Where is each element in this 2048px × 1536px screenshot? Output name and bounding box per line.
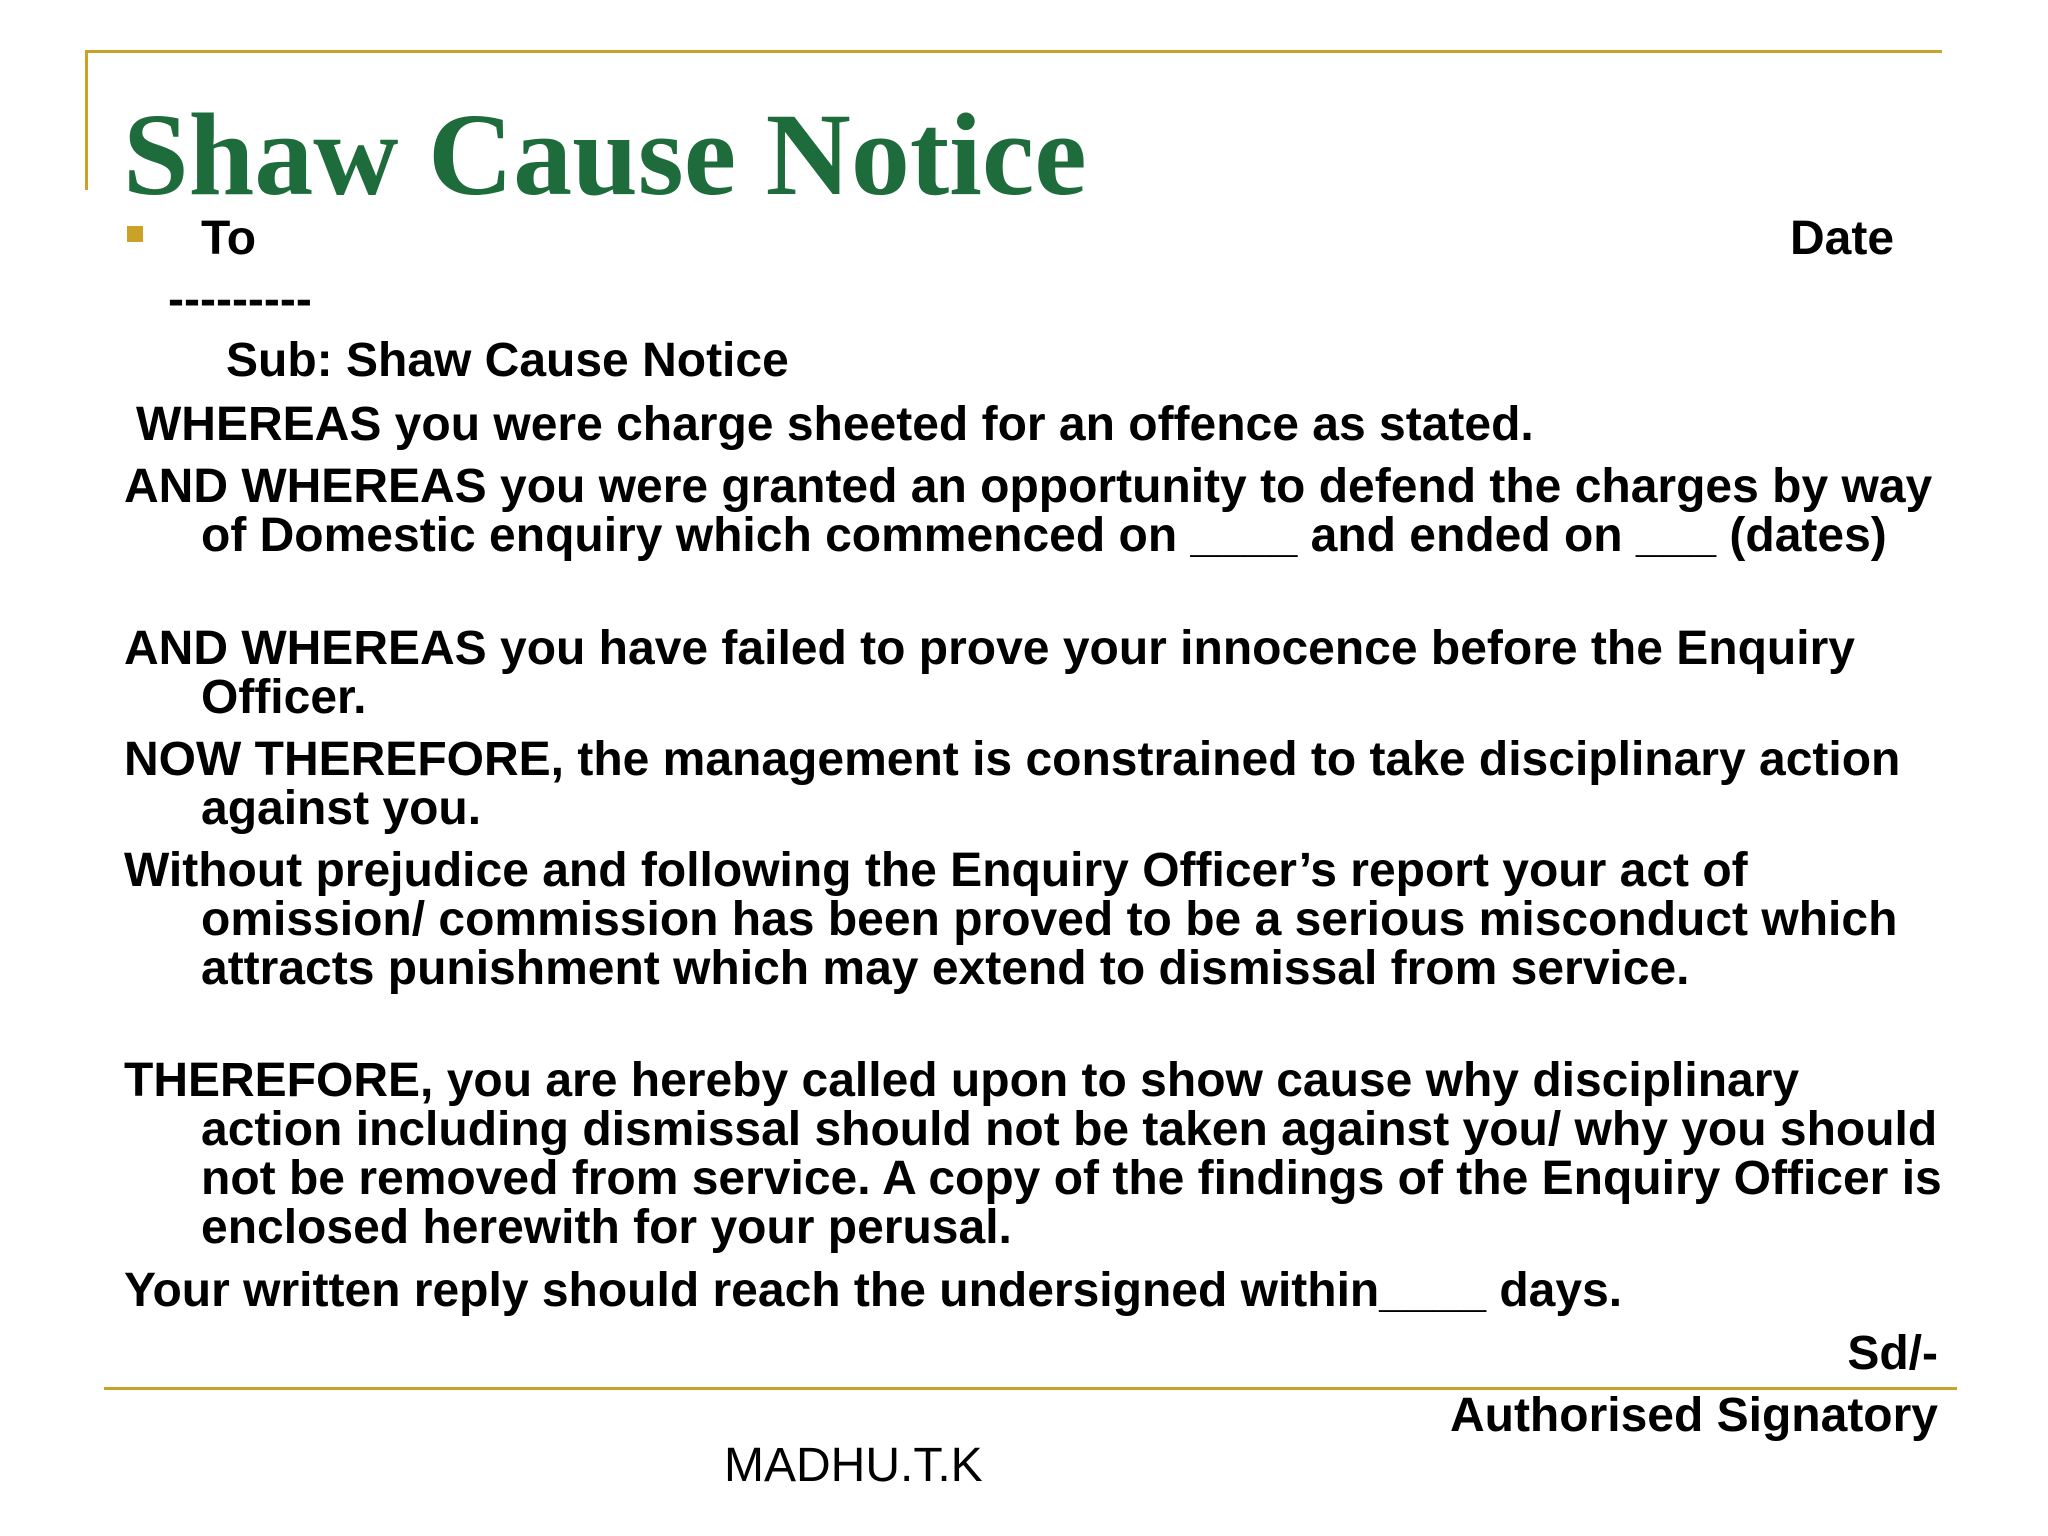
paragraph-therefore: THEREFORE, you are hereby called upon to show cause why disciplinary action including dismissal should not be taken against you/ why you should not be removed from service. A copy of the findings of the Enquiry Officer is enclosed herewith for your perusal. (124, 1054, 1942, 1254)
paragraph-and-whereas-innocence: AND WHEREAS you have failed to prove your innocence before the Enquiry Officer. (124, 622, 1855, 724)
bullet-icon (127, 226, 143, 242)
paragraph-reply-deadline: Your written reply should reach the undersigned within____ days. (124, 1264, 1623, 1317)
paragraph-now-therefore: NOW THEREFORE, the management is constrained to take disciplinary action against you. (124, 733, 1901, 835)
subject-line: Sub: Shaw Cause Notice (226, 334, 789, 387)
footer-author: MADHU.T.K (724, 1439, 983, 1492)
to-label: To (201, 212, 257, 265)
signature-sd: Sd/- (1847, 1327, 1938, 1380)
page-title: Shaw Cause Notice (123, 89, 1087, 220)
frame-top-rule (85, 50, 1942, 53)
date-label: Date (1790, 212, 1895, 265)
paragraph-without-prejudice: Without prejudice and following the Enquiry Officer’s report your act of omission/ commission has been proved to be a serious misconduct which attracts punishment which may extend to dismissal from service. (124, 844, 1898, 995)
frame-left-rule (85, 50, 88, 190)
recipient-dashes: --------- (168, 273, 312, 326)
paragraph-and-whereas-enquiry: AND WHEREAS you were granted an opportunity to defend the charges by way of Domestic enquiry which commenced on ____ and ended on ___ (dates) (124, 460, 1933, 562)
paragraph-whereas: WHEREAS you were charge sheeted for an offence as stated. (136, 398, 1534, 451)
signature-authority: Authorised Signatory (1449, 1389, 1938, 1442)
